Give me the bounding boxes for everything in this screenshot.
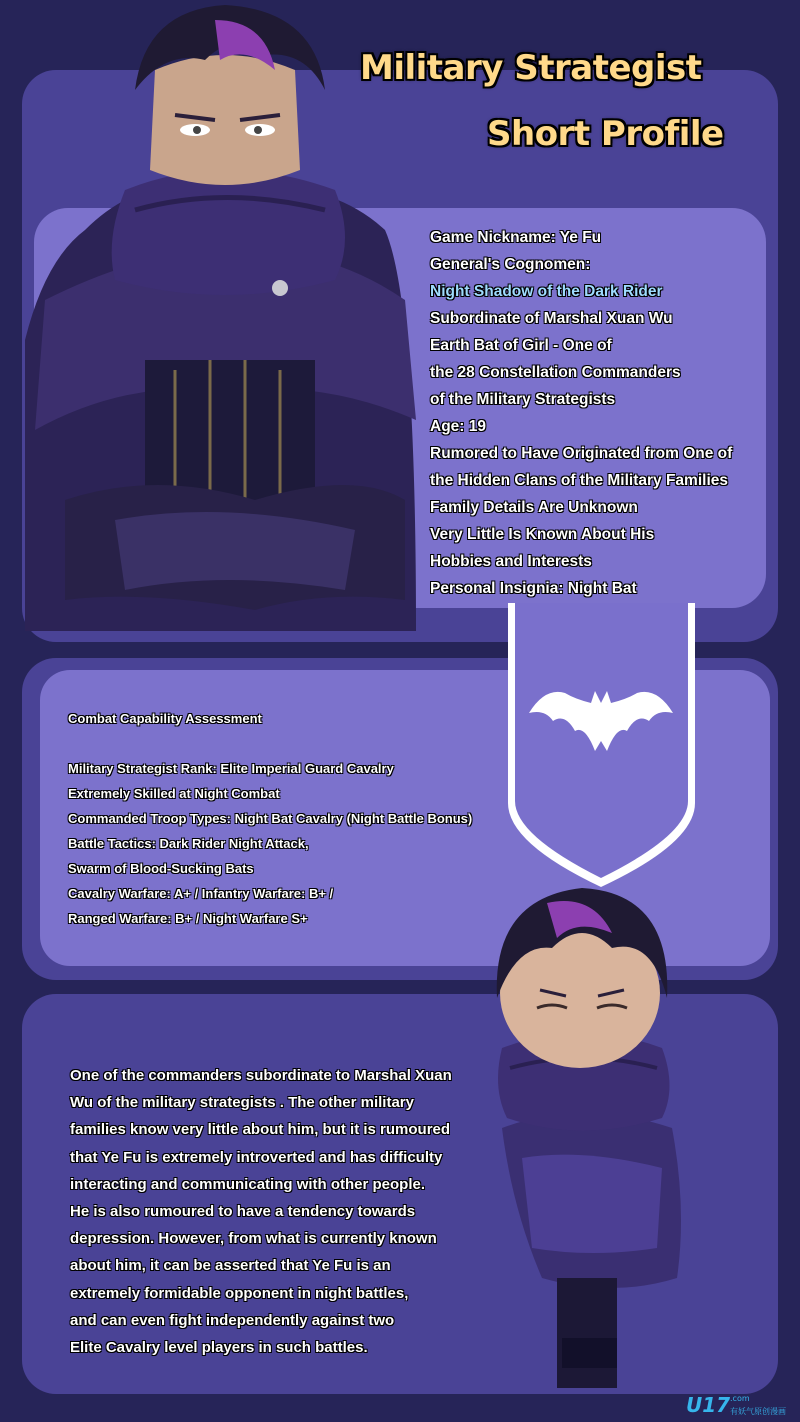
combat-line: Swarm of Blood-Sucking Bats [68,861,254,876]
info-line: Personal Insignia: Night Bat [430,580,637,597]
bio-text [70,1062,452,1361]
watermark-logo: U17 [686,1393,731,1417]
bio-line: that Ye Fu is extremely introverted and has difficulty [70,1148,443,1166]
info-line: Hobbies and Interests [430,553,592,570]
combat-line: Military Strategist Rank: Elite Imperial Guard Cavalry [68,761,394,776]
bio-line: He is also rumoured to have a tendency towards [70,1202,416,1220]
bio-line: One of the commanders subordinate to Marshal Xuan [70,1067,452,1084]
bio-line: extremely formidable opponent in night battles, [70,1284,409,1302]
info-line: Game Nickname: Ye Fu [430,229,602,246]
u17-watermark [686,1392,796,1418]
info-line: Rumored to Have Originated from One of [430,445,733,462]
combat-heading: Combat Capability Assessment [68,711,262,726]
combat-line: Cavalry Warfare: A+ / Infantry Warfare: B+ / [68,886,334,901]
bio-line: interacting and communicating with other people. [70,1175,426,1193]
combat-line [68,731,472,756]
title-line-1: Military Strategist [360,48,702,88]
bio-line: depression. However, from what is currently known [70,1230,437,1248]
info-line: Earth Bat of Girl - One of [430,337,612,354]
bio-line: families know very little about him, but it is rumoured [70,1121,451,1139]
insignia-banner [505,603,698,891]
watermark-domain: .com [730,1394,750,1403]
info-line: Subordinate of Marshal Xuan Wu [430,310,673,327]
info-line: the 28 Constellation Commanders [430,364,681,381]
bio-line: and can even fight independently against two [70,1311,395,1329]
profile-info [430,224,732,602]
bio-line: Elite Cavalry level players in such battles. [70,1338,368,1356]
info-line: of the Military Strategists [430,391,616,408]
title-line-2: Short Profile [487,114,724,154]
combat-line: Commanded Troop Types: Night Bat Cavalry (Night Battle Bonus) [68,811,473,826]
bio-line: Wu of the military strategists . The other military [70,1094,414,1112]
info-line: General's Cognomen: [430,256,591,273]
info-line-cognomen: Night Shadow of the Dark Rider [430,283,663,300]
combat-line: Battle Tactics: Dark Rider Night Attack, [68,836,309,851]
info-line: Family Details Are Unknown [430,499,638,516]
combat-line: Ranged Warfare: B+ / Night Warfare S+ [68,911,308,926]
combat-assessment [68,706,472,931]
chibi-character [462,878,702,1408]
info-line: Very Little Is Known About His [430,526,655,543]
info-line: Age: 19 [430,418,486,435]
bio-line: about him, it can be asserted that Ye Fu is an [70,1257,391,1275]
info-line: the Hidden Clans of the Military Families [430,472,728,489]
combat-line: Extremely Skilled at Night Combat [68,786,280,801]
character-portrait [25,0,416,631]
watermark-tagline: 有妖气原创漫画 [730,1407,786,1416]
